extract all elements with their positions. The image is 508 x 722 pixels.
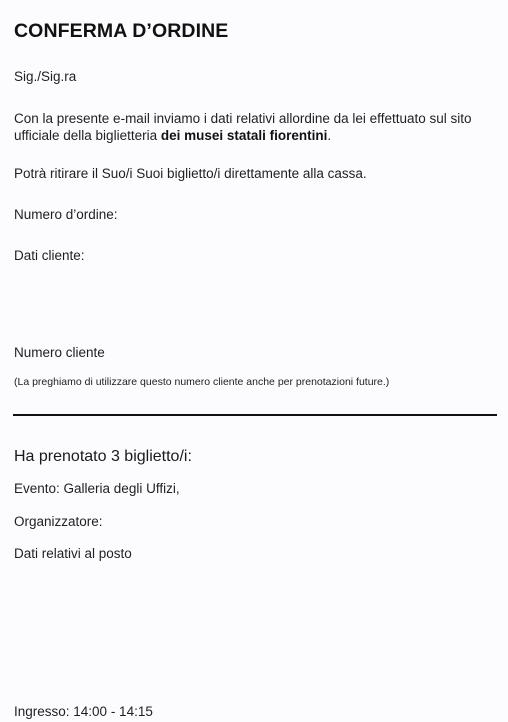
customer-number-note: (La preghiamo di utilizzare questo numero cliente anche per prenotazioni future.): [14, 376, 390, 388]
intro-text: Con la presente e-mail inviamo i dati relativi allordine da lei effettuato sul sito ufficiale della biglietteria: [14, 111, 472, 143]
page-title: CONFERMA D’ORDINE: [14, 20, 229, 42]
event-line: Evento: Galleria degli Uffizi,: [14, 481, 180, 496]
salutation: Sig./Sig.ra: [14, 69, 77, 84]
order-number-label: Numero d’ordine:: [14, 207, 118, 222]
pickup-info: Potrà ritirare il Suo/i Suoi biglietto/i direttamente alla cassa.: [14, 166, 367, 181]
booking-heading: Ha prenotato 3 biglietto/i:: [14, 448, 192, 465]
organizer-label: Organizzatore:: [14, 514, 103, 529]
intro-end: .: [327, 128, 332, 143]
customer-data-label: Dati cliente:: [14, 248, 85, 263]
section-divider: [13, 414, 497, 416]
customer-number-label: Numero cliente: [14, 345, 105, 360]
museum-name: dei musei statali fiorentini: [160, 128, 328, 143]
entry-time: Ingresso: 14:00 - 14:15: [14, 704, 153, 719]
intro-paragraph: [14, 110, 494, 144]
seat-data-label: Dati relativi al posto: [14, 546, 132, 561]
